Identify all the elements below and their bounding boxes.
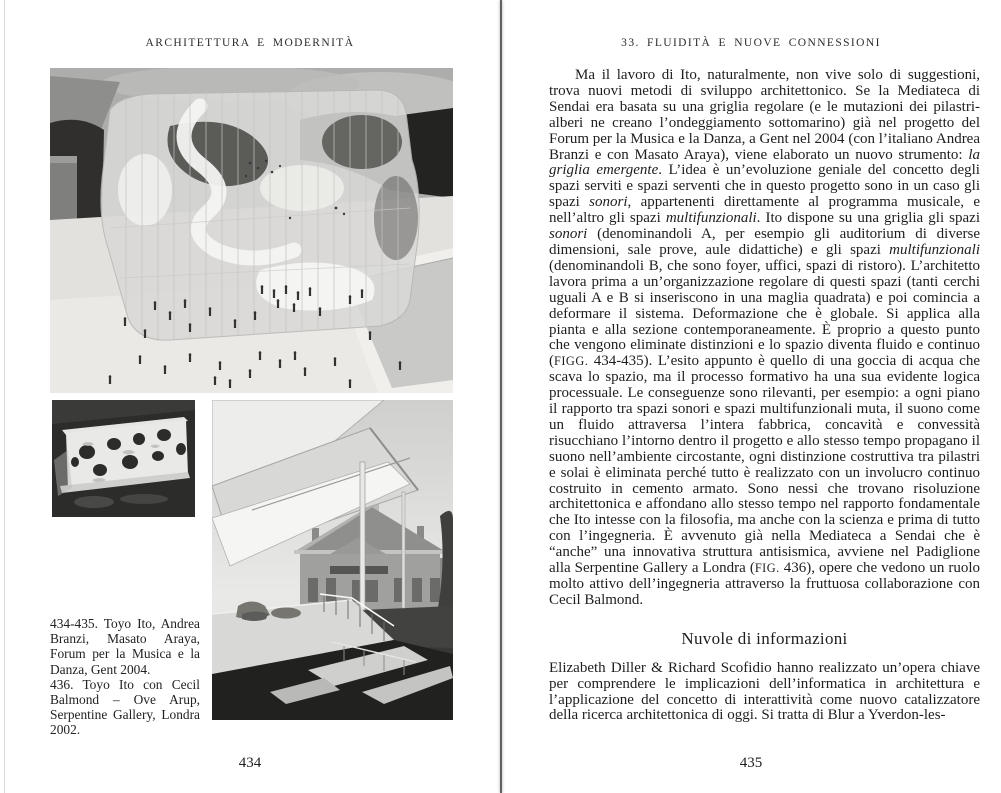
forum-model-illustration <box>50 68 453 393</box>
serpentine-pavilion-illustration <box>212 400 453 720</box>
section-heading: Nuvole di informazioni <box>681 628 848 648</box>
figure-serpentine-pavilion-photo <box>212 400 453 720</box>
page-left <box>0 0 500 793</box>
page-number-right: 435 <box>739 755 763 771</box>
figure-forum-model-photo <box>50 68 453 393</box>
page-fold-divider <box>500 0 502 793</box>
running-head-left: ARCHITETTURA E MODERNITÀ <box>145 37 355 49</box>
figure-caption-436: 436. Toyo Ito con Cecil Balmond – Ove Arup, Serpentine Gallery, Londra 2002. <box>50 676 200 738</box>
structure-model-illustration <box>52 400 195 517</box>
body-paragraph: Ma il lavoro di Ito, naturalmente, non vive solo di suggestioni, trova nuovi metodi di sviluppo architettonico. Se la Mediateca di Sendai era basata su una griglia regolare (e le mutazioni dei pilastri-alberi ne creano l’ondeggiamento sottomarino) già nel progetto del Forum per la Musica e la Danza, a Gent nel 2004 (con l’italiano Andrea Branzi e con Masato Araya), viene elaborato un nuovo strumento: la griglia emergente. L’idea è un’evoluzione geniale del concetto degli spazi serviti e spazi serventi che in questo progetto sono in un caso gli spazi sonori, appartenenti direttamente al programma musicale, e nell’altro gli spazi multifunzionali. Ito dispone su una griglia gli spazi sonori (denominandoli A, per esempio gli auditorium di diverse dimensioni, sale prove, aule didattiche) e gli spazi multifunzionali (denominandoli B, che sono foyer, uffici, spazi di ristoro). L’architetto lavora prima a un’organizzazione regolare di questi spazi (tanti cerchi uguali A e B si inseriscono in una maglia quadrata) e poi comincia a deformare il sistema. Deformazione che è globale. Si applica alla pianta e alla sezione contemporaneamente. È proprio a questo punto che vengono eliminate distinzioni e lo spazio diventa fluido e continuo (FIGG. 434-435). L’esito appunto è quello di una goccia di acqua che scava lo spazio, ma il processo formativo ha una sua evidente logica processuale. Le conseguenze sono rilevanti, per esempio: a ogni piano il rapporto tra spazi sonori e spazi multifunzionali muta, il suono come un fluido attraversa l’intera fabbrica, concavità e convessità risucchiano l’intorno dentro il progetto e allo stesso tempo propagano il suono nell’ambiente circostante, ogni distinzione costruttiva tra pilastri e solai è eliminata perché tutto è realizzato con un involucro continuo costruito in cemento armato. Sono nessi che trovano risoluzione architettonica e affondano allo stesso tempo nel rapporto fondamentale che Ito intesse con la filosofia, ma anche con la scienza e prima di tutto con l’ingegneria. È avvenuto già nella Mediateca a Sendai che è “anche” una innovativa struttura antisismica, avviene nel Padiglione alla Serpentine Gallery a Londra (FIG. 436), opere che vedono un ruolo molto attivo dell’ingegneria attraverso la fruttuosa collaborazione con Cecil Balmond. <box>549 67 980 608</box>
body-text-column <box>549 68 980 724</box>
page-right <box>501 0 1001 793</box>
figure-caption-434-435: 434-435. Toyo Ito, Andrea Branzi, Masato Araya, Forum per la Musica e la Danza, Gent 2004. <box>50 616 200 677</box>
figure-structure-model-photo <box>52 400 195 517</box>
page-number-left: 434 <box>238 755 262 771</box>
figure-captions-block <box>50 616 200 738</box>
body-paragraph: Elizabeth Diller & Richard Scofidio hanno realizzato un’opera chiave per comprendere le implicazioni dell’informatica in architettura e l’applicazione del concetto di interattività come nuovo catalizzatore della ricerca architettonica di oggi. Si tratta di Blur a Yverdon-les- <box>549 659 980 724</box>
running-head-right: 33. FLUIDITÀ E NUOVE CONNESSIONI <box>621 37 881 49</box>
